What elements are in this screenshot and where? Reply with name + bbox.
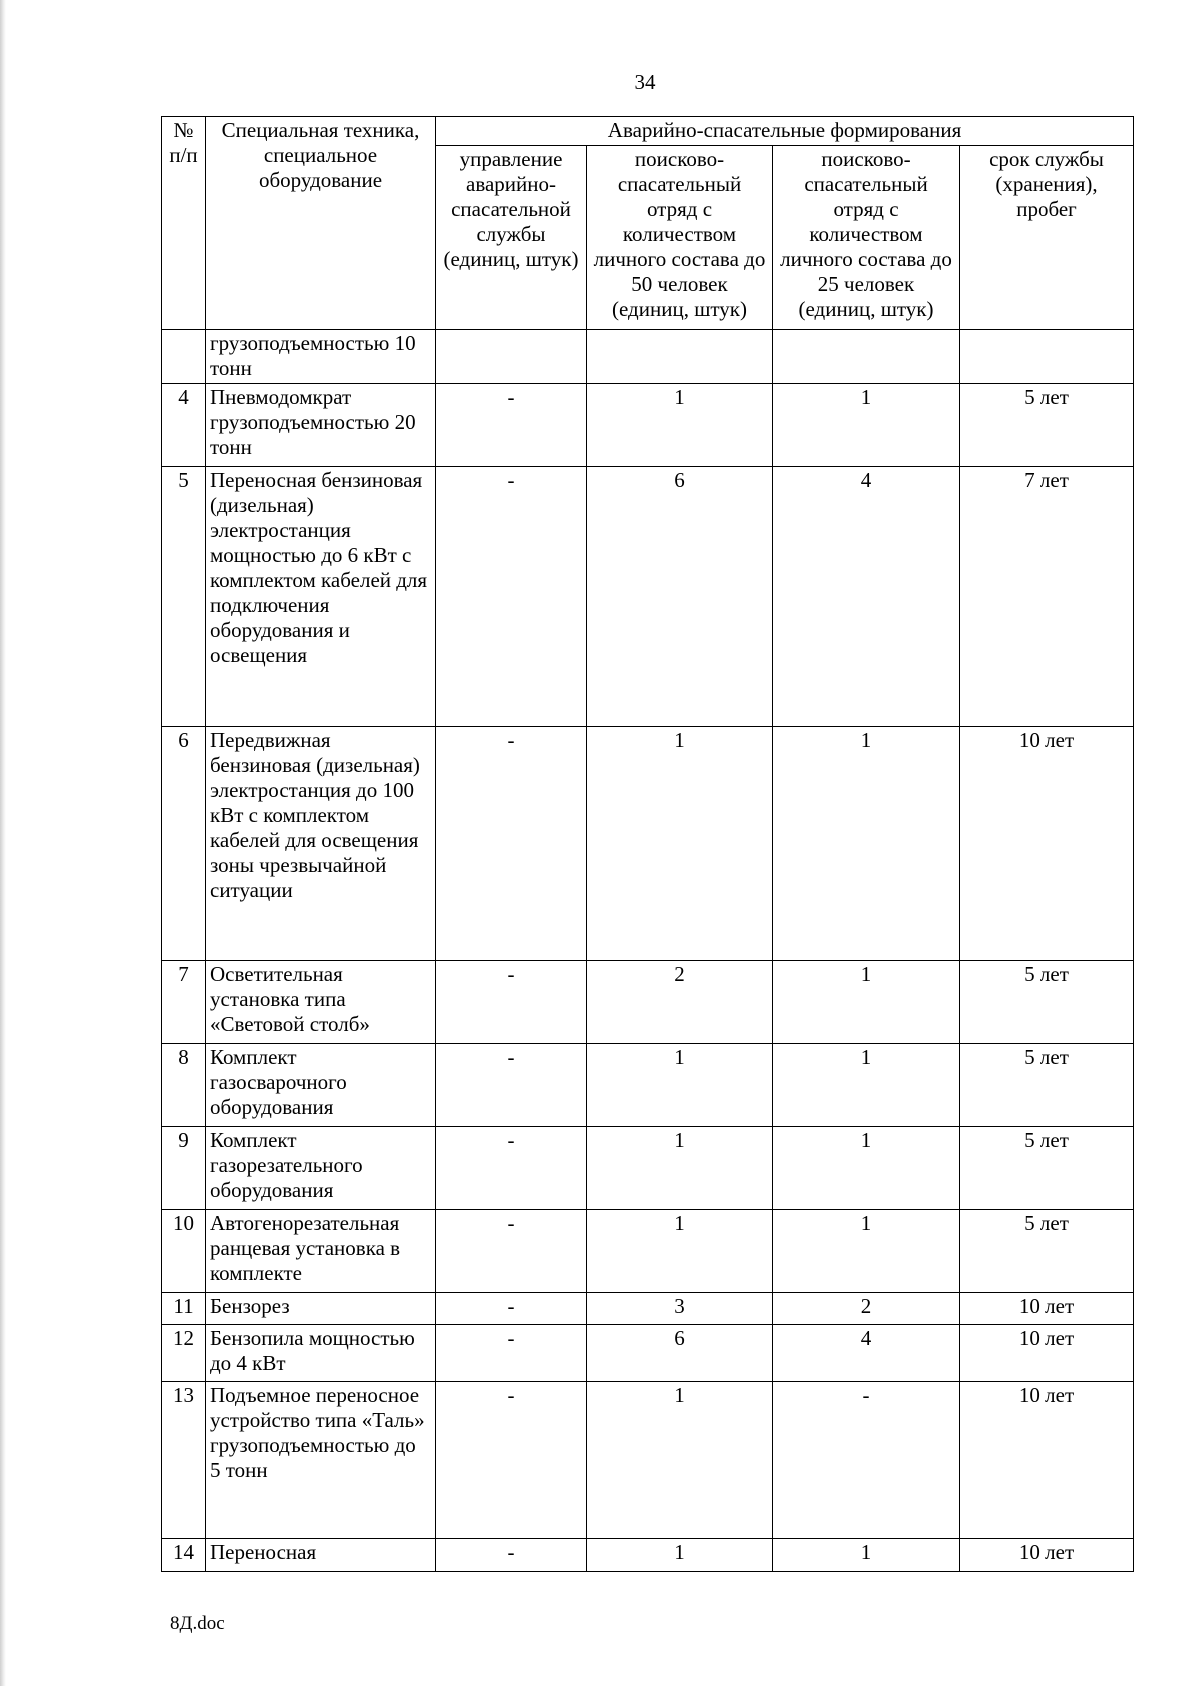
row-psr50: 1: [587, 1127, 773, 1210]
row-psr50: 1: [587, 727, 773, 961]
row-psr50: 6: [587, 467, 773, 727]
row-term: 7 лет: [960, 467, 1134, 727]
row-term: 5 лет: [960, 1210, 1134, 1293]
row-num: 4: [162, 384, 206, 467]
table-row: [162, 330, 1134, 384]
table-row: [162, 961, 1134, 1044]
table-row: [162, 1539, 1134, 1572]
header-row-1: [162, 117, 1134, 146]
header-num: № п/п: [162, 117, 206, 330]
row-num: 9: [162, 1127, 206, 1210]
row-psr25: 4: [773, 1325, 960, 1382]
row-term: [960, 330, 1134, 384]
row-psr50: 3: [587, 1293, 773, 1325]
row-name: Комплект газосварочного оборудования: [206, 1044, 436, 1127]
row-psr25: 1: [773, 961, 960, 1044]
row-term: 10 лет: [960, 1539, 1134, 1572]
row-name: Осветительная установка типа «Световой столб»: [206, 961, 436, 1044]
header-psr25: поисково-спасательный отряд с количеством личного состава до 25 человек (единиц, штук): [773, 146, 960, 330]
row-psr25: 1: [773, 1044, 960, 1127]
row-num: [162, 330, 206, 384]
table-row: [162, 1293, 1134, 1325]
row-term: 10 лет: [960, 727, 1134, 961]
row-psr25: 1: [773, 1127, 960, 1210]
row-term: 5 лет: [960, 384, 1134, 467]
row-admin: -: [436, 1382, 587, 1539]
row-admin: -: [436, 384, 587, 467]
row-psr25: 4: [773, 467, 960, 727]
row-psr25: 1: [773, 1539, 960, 1572]
row-psr50: 1: [587, 384, 773, 467]
table-row: [162, 1382, 1134, 1539]
row-name: Бензопила мощностью до 4 кВт: [206, 1325, 436, 1382]
row-admin: -: [436, 1210, 587, 1293]
row-num: 12: [162, 1325, 206, 1382]
row-psr50: 1: [587, 1044, 773, 1127]
row-psr50: 1: [587, 1210, 773, 1293]
row-admin: -: [436, 961, 587, 1044]
row-num: 8: [162, 1044, 206, 1127]
table-row: [162, 1127, 1134, 1210]
row-term: 10 лет: [960, 1293, 1134, 1325]
table-row: [162, 727, 1134, 961]
row-admin: -: [436, 1325, 587, 1382]
footer-filename: 8Д.doc: [170, 1613, 225, 1634]
row-name: Передвижная бензиновая (дизельная) электростанция до 100 кВт с комплектом кабелей для освещения зоны чрезвычайной ситуации: [206, 727, 436, 961]
row-term: 5 лет: [960, 1044, 1134, 1127]
row-psr25: 1: [773, 384, 960, 467]
row-psr50: 1: [587, 1539, 773, 1572]
row-psr25: [773, 330, 960, 384]
row-num: 6: [162, 727, 206, 961]
row-psr50: 1: [587, 1382, 773, 1539]
header-equipment: Специальная техника, специальное оборудование: [206, 117, 436, 330]
table-row: [162, 1210, 1134, 1293]
header-admin: управление аварийно-спасательной службы (единиц, штук): [436, 146, 587, 330]
row-name: Переносная бензиновая (дизельная) электростанция мощностью до 6 кВт с комплектом кабелей для подключения оборудования и освещения: [206, 467, 436, 727]
row-admin: -: [436, 727, 587, 961]
table-row: [162, 384, 1134, 467]
table-row: [162, 1325, 1134, 1382]
table-row: [162, 1044, 1134, 1127]
row-name: Автогенорезательная ранцевая установка в комплекте: [206, 1210, 436, 1293]
row-admin: -: [436, 1293, 587, 1325]
row-psr25: 2: [773, 1293, 960, 1325]
row-name: Переносная: [206, 1539, 436, 1572]
row-admin: -: [436, 1044, 587, 1127]
scan-edge: [0, 0, 6, 1686]
row-admin: [436, 330, 587, 384]
row-name: грузоподъемностью 10 тонн: [206, 330, 436, 384]
row-name: Подъемное переносное устройство типа «Таль» грузоподъемностью до 5 тонн: [206, 1382, 436, 1539]
equipment-table: [161, 116, 1134, 1572]
row-num: 10: [162, 1210, 206, 1293]
row-term: 5 лет: [960, 961, 1134, 1044]
row-psr50: 2: [587, 961, 773, 1044]
page-number: 34: [634, 70, 656, 94]
row-psr50: 6: [587, 1325, 773, 1382]
row-term: 5 лет: [960, 1127, 1134, 1210]
row-admin: -: [436, 467, 587, 727]
row-num: 13: [162, 1382, 206, 1539]
row-admin: -: [436, 1127, 587, 1210]
row-num: 7: [162, 961, 206, 1044]
header-group: Аварийно-спасательные формирования: [436, 117, 1134, 146]
row-num: 5: [162, 467, 206, 727]
header-term: срок службы (хранения), пробег: [960, 146, 1134, 330]
row-name: Комплект газорезательного оборудования: [206, 1127, 436, 1210]
row-num: 14: [162, 1539, 206, 1572]
row-psr25: -: [773, 1382, 960, 1539]
row-num: 11: [162, 1293, 206, 1325]
row-admin: -: [436, 1539, 587, 1572]
row-term: 10 лет: [960, 1325, 1134, 1382]
table-row: [162, 467, 1134, 727]
row-term: 10 лет: [960, 1382, 1134, 1539]
row-name: Бензорез: [206, 1293, 436, 1325]
row-psr25: 1: [773, 727, 960, 961]
row-psr25: 1: [773, 1210, 960, 1293]
header-psr50: поисково-спасательный отряд с количеством личного состава до 50 человек (единиц, штук): [587, 146, 773, 330]
row-psr50: [587, 330, 773, 384]
row-name: Пневмодомкрат грузоподъемностью 20 тонн: [206, 384, 436, 467]
